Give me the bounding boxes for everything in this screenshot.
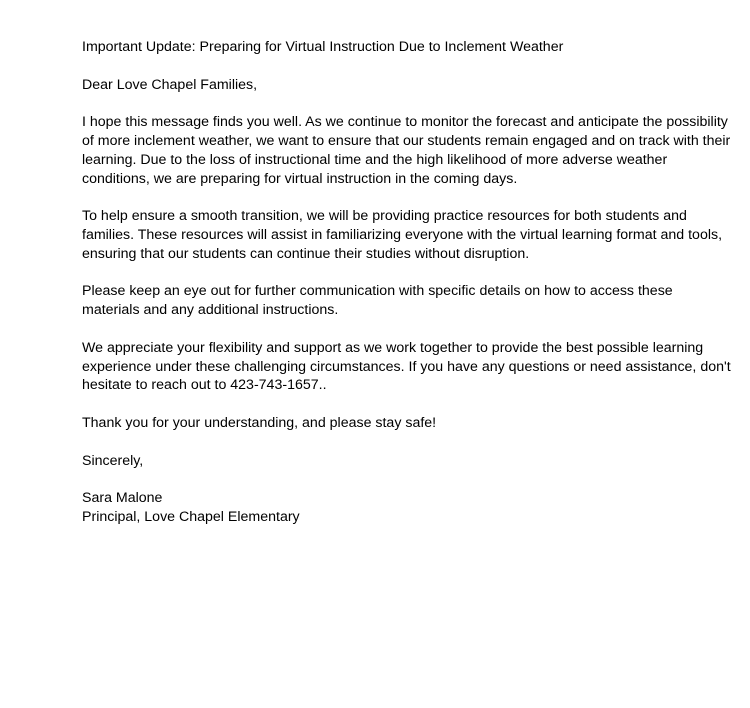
letter-closing: Sincerely, — [82, 452, 144, 469]
letter-paragraph-communication: Please keep an eye out for further communication with specific details on how to access these materials and any additional instructions. — [82, 283, 673, 319]
letter-paragraph-resources: To help ensure a smooth transition, we will be providing practice resources for both students and families. These resources will assist in familiarizing everyone with the virtual learning format and tools, ensuring that our students can continue their studies without disruption. — [82, 208, 723, 262]
letter-subject: Important Update: Preparing for Virtual Instruction Due to Inclement Weather — [82, 39, 564, 55]
letter-paragraph-intro: I hope this message finds you well. As we continue to monitor the forecast and anticipate the possibility of more inclement weather, we want to ensure that our students remain engaged and on track with their learning. Due to the loss of instructional time and the high likelihood of more adverse weather conditions, we are preparing for virtual instruction in the coming days. — [82, 114, 731, 187]
letter-document — [82, 38, 732, 527]
letter-paragraph-appreciation: We appreciate your flexibility and support as we work together to provide the best possible learning experience under these challenging circumstances. If you have any questions or need assistance, don't hesitate to reach out to 423-743-1657.. — [82, 339, 731, 394]
signer-title: Principal, Love Chapel Elementary — [82, 508, 300, 525]
signature-block — [82, 489, 732, 527]
letter-greeting: Dear Love Chapel Families, — [82, 76, 258, 93]
letter-paragraph-thanks: Thank you for your understanding, and please stay safe! — [82, 414, 437, 431]
signer-name: Sara Malone — [82, 490, 163, 507]
